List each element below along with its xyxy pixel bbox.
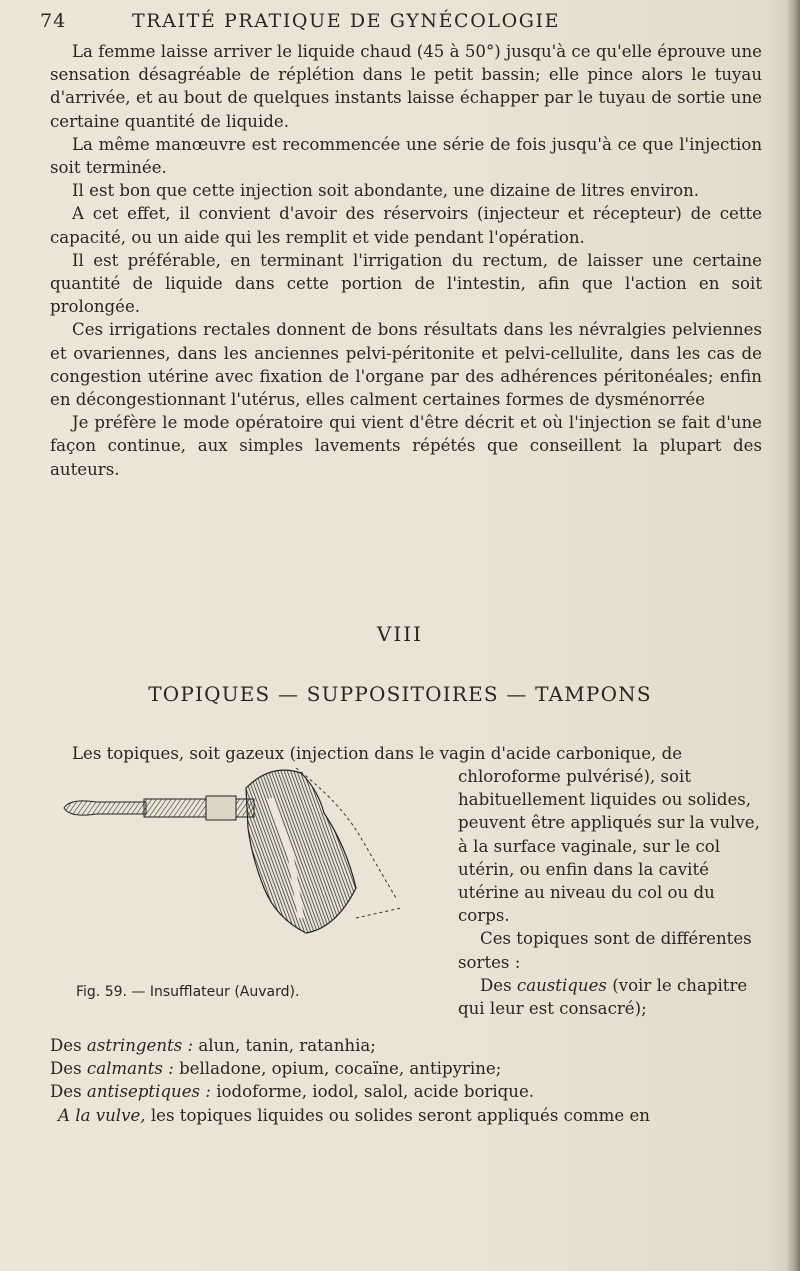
page-number: 74 xyxy=(40,10,67,32)
term-vulve: A la vulve, xyxy=(58,1105,146,1125)
chapter-title: TOPIQUES — SUPPOSITOIRES — TAMPONS xyxy=(148,682,652,706)
paragraph-vulve: A la vulve, les topiques liquides ou solides seront appliqués comme en xyxy=(58,1105,650,1125)
body-text xyxy=(50,40,762,481)
term-calmants: calmants : xyxy=(86,1059,174,1079)
term-astringents: astringents : xyxy=(86,1036,194,1055)
list-item-calmants: Des calmants : belladone, opium, cocaïne, antipyrine; xyxy=(50,1059,502,1079)
insufflator-illustration-icon xyxy=(56,768,426,938)
term-caustiques: caustiques xyxy=(516,975,607,995)
paragraph: Ces topiques sont de différentes sortes : xyxy=(458,929,752,972)
page-header xyxy=(40,10,760,38)
paragraph: La femme laisse arriver le liquide chaud (45 à 50°) jusqu'à ce qu'elle éprouve une sensation désagréable de réplétion dans le petit bassin; elle pince alors le tuyau d'arrivée, et au bout de quelques instants laisse échapper par le tuyau de sortie une certaine quantité de liquide. xyxy=(50,42,762,131)
paragraph: Je préfère le mode opératoire qui vient d'être décrit et où l'injection se fait d'une façon continue, aux simples lavements répétés que conseillent la plupart des auteurs. xyxy=(50,413,762,479)
paragraph: Ces irrigations rectales donnent de bons résultats dans les névralgies pelviennes et ovariennes, dans les anciennes pelvi-péritonite et pelvi-cellulite, dans les cas de congestion utérine avec fixation de l'organe par des adhérences péritonéales; enfin en décongestionnant l'utérus, elles calment certaines formes de dysménorrée xyxy=(50,320,762,410)
body-text-bottom xyxy=(50,1034,762,1127)
figure-insufflator xyxy=(56,768,436,968)
running-title: TRAITÉ PRATIQUE DE GYNÉCOLOGIE xyxy=(132,10,561,32)
list-item-caustiques: Des caustiques (voir le chapitre qui leur est consacré); xyxy=(458,975,748,1019)
chapter-number: VIII xyxy=(376,622,424,646)
paragraph: chloroforme pulvérisé), soit habituellement liquides ou solides, peuvent être appliqués sur la vulve, à la surface vaginale, sur le col utérin, ou enfin dans la cavité utérine au niveau du col ou du corps. xyxy=(458,767,760,926)
paragraph: Il est préférable, en terminant l'irrigation du rectum, de laisser une certaine quantité de liquide dans cette portion de l'intestin, afin que l'action en soit prolongée. xyxy=(50,250,762,317)
term-antiseptiques: antiseptiques : xyxy=(86,1082,211,1102)
wrap-text-column xyxy=(458,765,762,1020)
list-item-astringents: Des astringents : alun, tanin, ratanhia; xyxy=(50,1036,376,1055)
paragraph: La même manœuvre est recommencée une série de fois jusqu'à ce que l'injection soit terminée. xyxy=(50,134,762,178)
figure-caption: Fig. 59. — Insufflateur (Auvard). xyxy=(76,984,300,1000)
list-item-antiseptiques: Des antiseptiques : iodoforme, iodol, salol, acide borique. xyxy=(50,1082,535,1102)
paragraph: Il est bon que cette injection soit abondante, une dizaine de litres environ. xyxy=(72,181,700,201)
section-intro: Les topiques, soit gazeux (injection dans le vagin d'acide carbonique, de xyxy=(72,744,683,763)
paragraph: A cet effet, il convient d'avoir des réservoirs (injecteur et récepteur) de cette capacité, ou un aide qui les remplit et vide pendant l'opération. xyxy=(50,204,762,247)
